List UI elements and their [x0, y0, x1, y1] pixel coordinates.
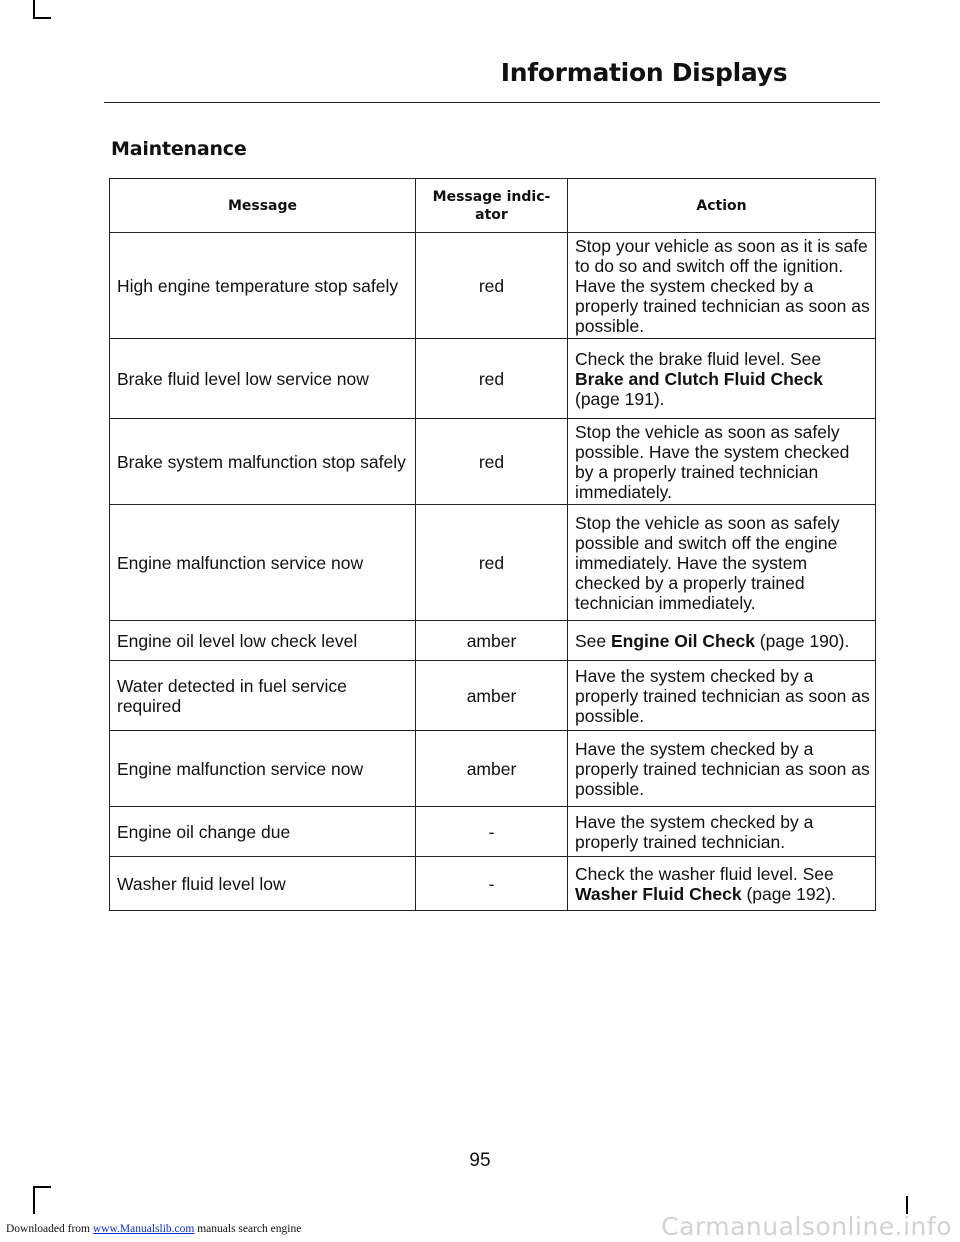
message-cell: Washer fluid level low [110, 857, 416, 911]
column-header-action: Action [568, 179, 876, 233]
indicator-cell: amber [416, 621, 568, 661]
indicator-cell: - [416, 807, 568, 857]
crop-mark-bottom-left-v [33, 1186, 35, 1214]
table-row [110, 857, 876, 911]
action-page-ref: (page 191). [575, 388, 665, 409]
action-cell [568, 731, 876, 807]
download-footer-prefix: Downloaded from [6, 1223, 93, 1235]
table-header-row [110, 179, 876, 233]
action-cell [568, 233, 876, 339]
table-row [110, 233, 876, 339]
indicator-cell: red [416, 339, 568, 419]
message-cell: Water detected in fuel service required [110, 661, 416, 731]
action-text: Have the system checked by a properly trained technician as soon as possible. [575, 738, 870, 799]
page-header-title: Information Displays [500, 58, 788, 87]
action-text: Check the washer fluid level. See [575, 863, 834, 884]
indicator-cell: amber [416, 731, 568, 807]
message-cell: Brake system malfunction stop safely [110, 419, 416, 505]
action-cell [568, 857, 876, 911]
action-text: Have the system checked by a properly trained technician. [575, 811, 814, 852]
crop-mark-bottom-left-h [33, 1186, 51, 1188]
crop-mark-top-left-v [33, 0, 35, 18]
action-page-ref: (page 190). [754, 630, 850, 651]
page-header [104, 58, 880, 103]
action-reference: Engine Oil Check [611, 630, 755, 651]
indicator-cell: red [416, 419, 568, 505]
action-cell [568, 661, 876, 731]
message-cell: Brake fluid level low service now [110, 339, 416, 419]
message-cell: High engine temperature stop safely [110, 233, 416, 339]
section-title: Maintenance [111, 138, 247, 160]
column-header-message: Message [110, 179, 416, 233]
indicator-cell: red [416, 505, 568, 621]
table-row [110, 339, 876, 419]
watermark: Carmanualsonline.info [661, 1212, 952, 1241]
download-footer [6, 1223, 301, 1235]
table-row [110, 807, 876, 857]
indicator-cell: red [416, 233, 568, 339]
action-cell [568, 621, 876, 661]
action-cell [568, 505, 876, 621]
action-text: Check the brake fluid level. See [575, 348, 822, 369]
action-text: Have the system checked by a properly trained technician as soon as possible. [575, 665, 870, 726]
download-footer-suffix: manuals search engine [194, 1223, 302, 1235]
action-cell [568, 419, 876, 505]
action-text: Stop your vehicle as soon as it is safe to do so and switch off the ignition. Have the system checked by a properly trained technician as soon as possible. [575, 235, 870, 336]
table-row [110, 419, 876, 505]
column-header-indicator: Message indic- ator [416, 179, 568, 233]
action-page-ref: (page 192). [741, 883, 836, 904]
indicator-cell: - [416, 857, 568, 911]
page-number: 95 [469, 1150, 491, 1171]
crop-mark-top-left-h [33, 17, 51, 19]
action-text: Stop the vehicle as soon as safely possible and switch off the engine immediately. Have the system checked by a properly trained technician immediately. [575, 512, 840, 613]
table-row [110, 661, 876, 731]
message-cell: Engine malfunction service now [110, 505, 416, 621]
action-text: See [575, 630, 611, 651]
action-cell [568, 339, 876, 419]
maintenance-table [109, 178, 876, 911]
action-reference: Washer Fluid Check [575, 883, 742, 904]
indicator-cell: amber [416, 661, 568, 731]
action-text: Stop the vehicle as soon as safely possible. Have the system checked by a properly trained technician immediately. [575, 421, 850, 502]
table-row [110, 621, 876, 661]
table-row [110, 731, 876, 807]
message-cell: Engine malfunction service now [110, 731, 416, 807]
action-reference: Brake and Clutch Fluid Check [575, 368, 823, 389]
action-cell [568, 807, 876, 857]
table-row [110, 505, 876, 621]
message-cell: Engine oil change due [110, 807, 416, 857]
manualslib-link[interactable]: www.Manualslib.com [92, 1223, 195, 1235]
message-cell: Engine oil level low check level [110, 621, 416, 661]
